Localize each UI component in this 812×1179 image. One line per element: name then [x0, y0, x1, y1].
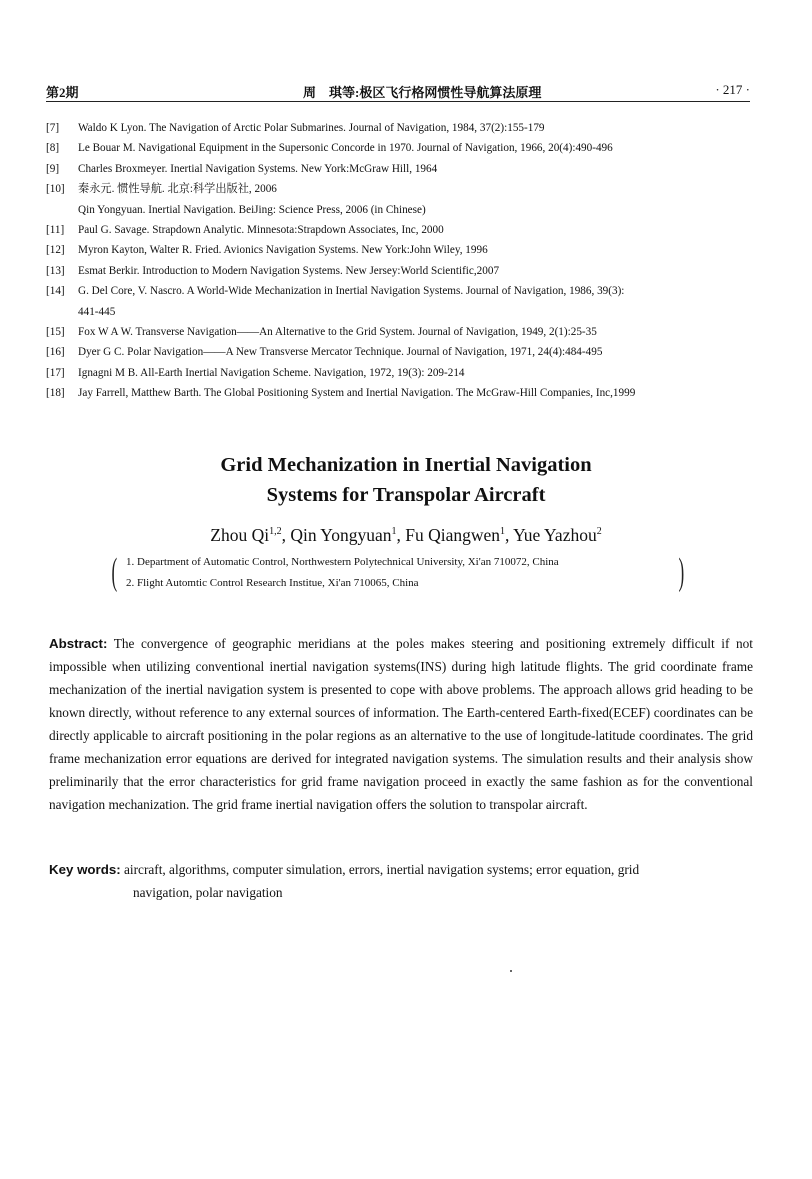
reference-item [46, 261, 758, 281]
keywords-label: Key words: [49, 862, 121, 877]
header-rule [46, 101, 750, 102]
reference-text: Esmat Berkir. Introduction to Modern Navigation Systems. New Jersey:World Scientific,2007 [78, 264, 500, 277]
reference-text: Le Bouar M. Navigational Equipment in the Supersonic Concorde in 1970. Journal of Navigation, 1966, 20(4):490-496 [78, 142, 613, 155]
reference-text: Charles Broxmeyer. Inertial Navigation Systems. New York:McGraw Hill, 1964 [78, 162, 438, 175]
right-brace: ) [678, 551, 685, 593]
page-number: · 217 · [715, 82, 750, 97]
keywords-line-1: aircraft, algorithms, computer simulation, errors, inertial navigation systems; error equation, grid [124, 862, 640, 877]
reference-text: G. Del Core, V. Nascro. A World-Wide Mechanization in Inertial Navigation Systems. Journal of Navigation, 1986, 39(3): [78, 285, 625, 298]
page-header [46, 80, 750, 102]
reference-item [46, 220, 758, 240]
author-affiliation-marker: 1,2 [269, 526, 282, 537]
reference-number: [9] [46, 162, 60, 175]
issue-number: 第2期 [46, 85, 79, 100]
abstract [49, 632, 753, 816]
reference-number: [8] [46, 142, 60, 155]
author-separator: , [505, 524, 514, 545]
reference-number: [10] [46, 183, 65, 196]
reference-number: [12] [46, 244, 65, 257]
author-separator: , [396, 524, 406, 545]
affiliation-2: 2. Flight Automtic Control Research Institue, Xi'an 710065, China [126, 577, 419, 589]
reference-number: [16] [46, 346, 65, 359]
author-affiliation-marker: 2 [596, 526, 602, 537]
reference-item [46, 138, 758, 158]
author-affiliation-marker: 1 [391, 526, 397, 537]
reference-text: 秦永元. 惯性导航. 北京:科学出版社, 2006 [78, 183, 277, 196]
reference-list [46, 118, 758, 404]
reference-item [46, 118, 758, 138]
reference-item [46, 342, 758, 362]
abstract-text: The convergence of geographic meridians at the poles makes steering and positioning extremely difficult if not impossible when utilizing conventional inertial navigation systems(INS) during high latitude flights. The grid coordinate frame mechanization of the inertial navigation system is presented to cope with above problems. The approach allows grid heading to be known directly, without reference to any external sources of information. The Earth-centered Earth-fixed(ECEF) coordinates can be directly applicable to aircraft positioning in the polar regions as an alternative to the use of longitude-latitude coordinates. The grid frame mechanization error equations are derived for integrated navigation systems. The simulation results and their analysis show preliminarily that the error characteristics for grid frame navigation proceed in exactly the same fashion as for the conventional navigation mechanization. The grid frame inertial navigation offers the solution to transpolar aircraft. [49, 636, 753, 812]
running-title: 周 琪等:极区飞行格网惯性导航算法原理 [303, 85, 542, 100]
paper-title [0, 451, 812, 510]
author-list [0, 519, 812, 548]
reference-number: [15] [46, 326, 65, 339]
reference-item [46, 159, 758, 179]
reference-text: Fox W A W. Transverse Navigation——An Alternative to the Grid System. Journal of Navigation, 1949, 2(1):25-35 [78, 326, 597, 339]
reference-number: [14] [46, 285, 65, 298]
reference-item [46, 281, 758, 322]
reference-text: Jay Farrell, Matthew Barth. The Global Positioning System and Inertial Navigation. The McGraw-Hill Companies, Inc,1999 [78, 387, 636, 400]
affiliation-1: 1. Department of Automatic Control, Northwestern Polytechnical University, Xi'an 710072, China [126, 556, 559, 568]
reference-continuation: 441-445 [78, 305, 116, 318]
reference-number: [7] [46, 122, 60, 134]
author-affiliation-marker: 1 [500, 526, 505, 537]
keywords [49, 858, 753, 904]
author-name: Yue Yazhou [513, 524, 597, 545]
author-separator: , [281, 524, 291, 545]
author-name: Qin Yongyuan [290, 524, 392, 545]
reference-text: Dyer G C. Polar Navigation——A New Transverse Mercator Technique. Journal of Navigation, 1971, 24(4):484-495 [78, 346, 603, 359]
left-brace: ( [111, 551, 118, 593]
author-name: Fu Qiangwen [405, 524, 500, 545]
abstract-label: Abstract: [49, 636, 108, 651]
reference-item [46, 179, 758, 220]
reference-number: [13] [46, 264, 65, 277]
reference-number: [17] [46, 366, 65, 379]
reference-text: Paul G. Savage. Strapdown Analytic. Minnesota:Strapdown Associates, Inc, 2000 [78, 224, 444, 237]
reference-item [46, 363, 758, 383]
reference-item [46, 240, 758, 260]
affiliations [111, 551, 685, 594]
reference-number: [18] [46, 387, 65, 400]
speck [510, 970, 512, 972]
author-name: Zhou Qi [210, 524, 270, 545]
title-line-1: Grid Mechanization in Inertial Navigation [220, 454, 592, 476]
title-line-2: Systems for Transpolar Aircraft [266, 483, 546, 506]
reference-item [46, 383, 758, 403]
reference-text: Waldo K Lyon. The Navigation of Arctic Polar Submarines. Journal of Navigation, 1984, 37(2):155-179 [78, 122, 545, 134]
reference-continuation: Qin Yongyuan. Inertial Navigation. BeiJing: Science Press, 2006 (in Chinese) [78, 203, 426, 216]
reference-item [46, 322, 758, 342]
reference-text: Myron Kayton, Walter R. Fried. Avionics Navigation Systems. New York:John Wiley, 1996 [78, 244, 488, 257]
keywords-line-2: navigation, polar navigation [133, 885, 283, 900]
reference-text: Ignagni M B. All-Earth Inertial Navigation Scheme. Navigation, 1972, 19(3): 209-214 [78, 366, 465, 379]
reference-number: [11] [46, 224, 65, 237]
